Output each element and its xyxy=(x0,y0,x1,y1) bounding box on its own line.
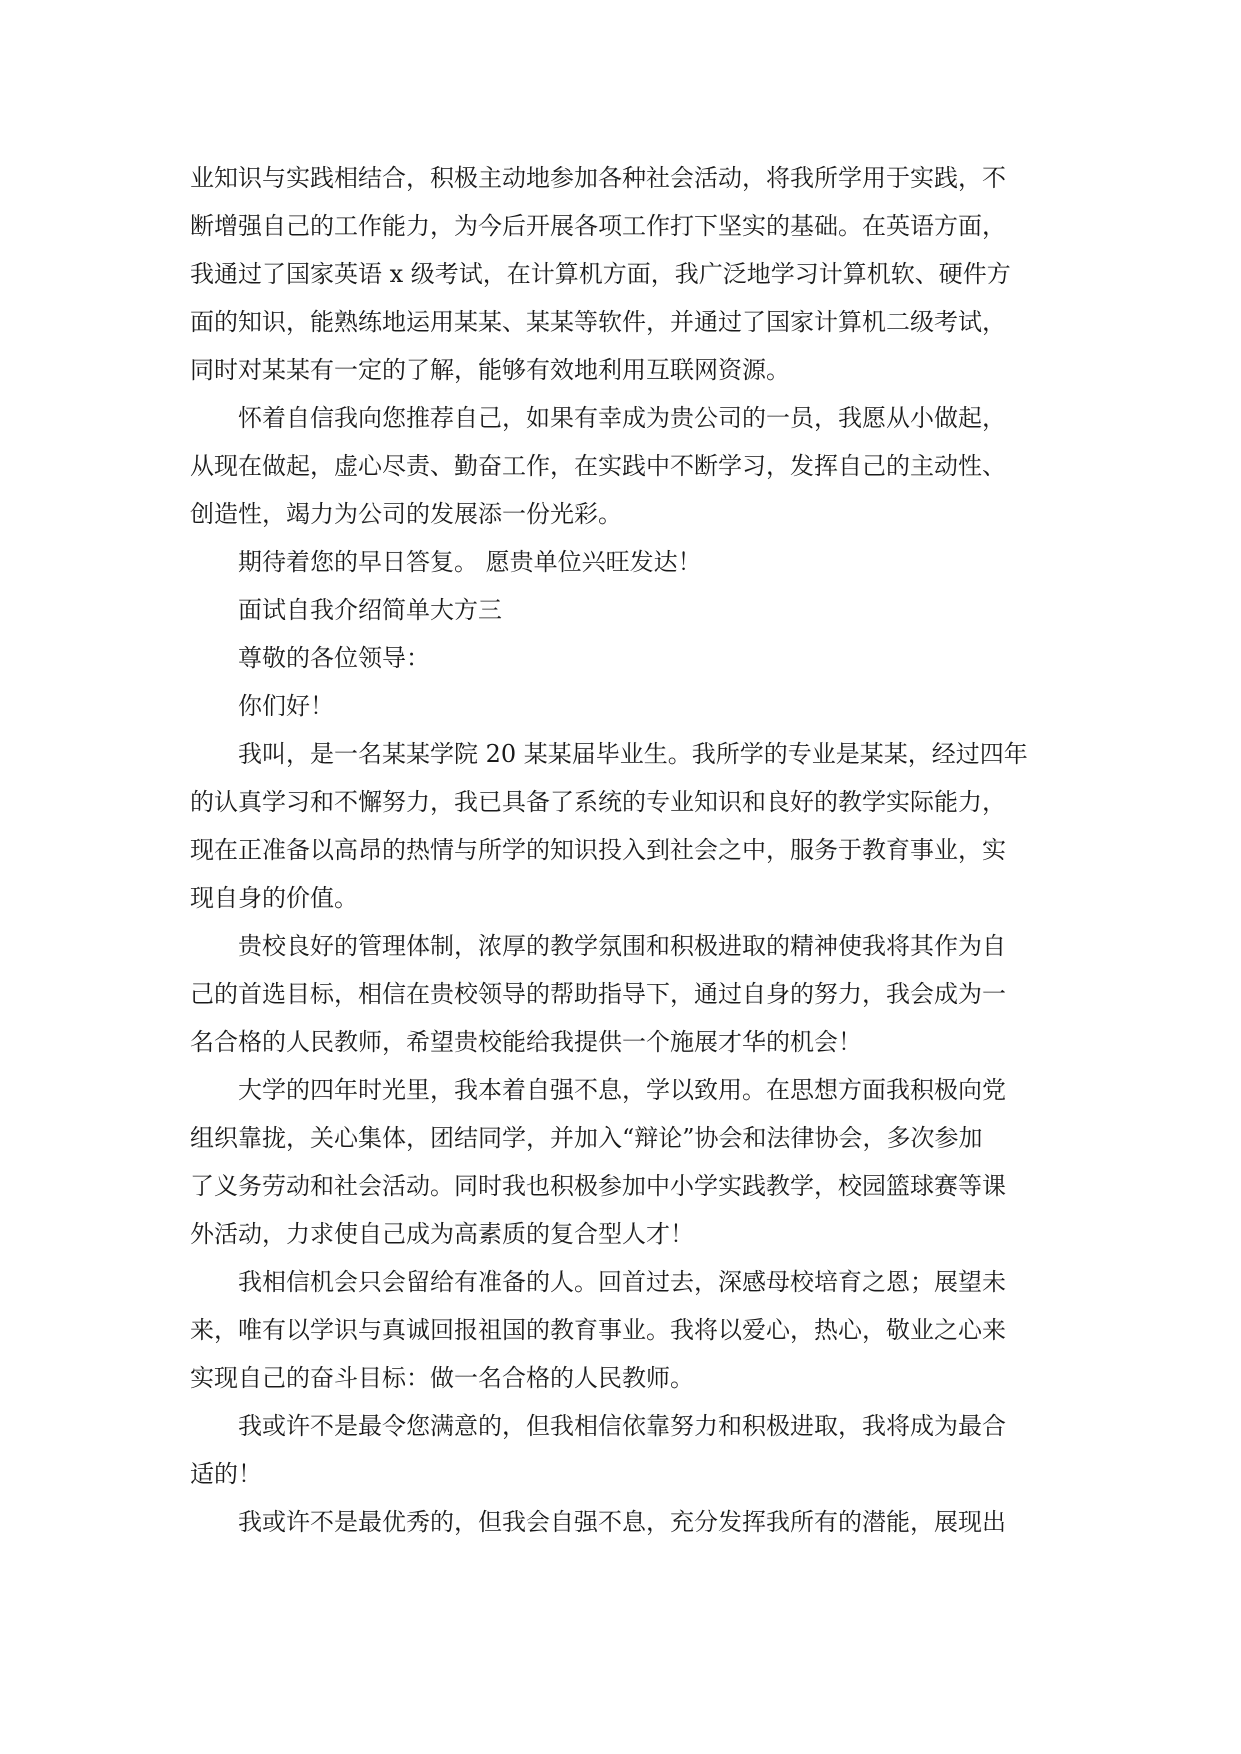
text-line: 从现在做起，虚心尽责、勤奋工作，在实践中不断学习，发挥自己的主动性、 xyxy=(190,452,1006,480)
text-line: 组织靠拢，关心集体，团结同学，并加入“辩论”协会和法律协会，多次参加 xyxy=(190,1124,983,1152)
text-line: 我叫，是一名某某学院 20 某某届毕业生。我所学的专业是某某，经过四年 xyxy=(238,740,1028,768)
document-body xyxy=(190,154,1060,1546)
text-line: 的认真学习和不懈努力，我已具备了系统的专业知识和良好的教学实际能力， xyxy=(190,788,1006,816)
text-line: 现在正准备以高昂的热情与所学的知识投入到社会之中，服务于教育事业，实 xyxy=(190,836,1006,864)
text-line: 我或许不是最令您满意的，但我相信依靠努力和积极进取，我将成为最合 xyxy=(238,1412,1006,1440)
text-line: 名合格的人民教师，希望贵校能给我提供一个施展才华的机会！ xyxy=(190,1028,862,1056)
text-line: 期待着您的早日答复。 愿贵单位兴旺发达！ xyxy=(238,548,702,576)
text-line: 实现自己的奋斗目标：做一名合格的人民教师。 xyxy=(190,1364,694,1392)
text-line: 来，唯有以学识与真诚回报祖国的教育事业。我将以爱心，热心，敬业之心来 xyxy=(190,1316,1006,1344)
text-line: 我通过了国家英语 x 级考试，在计算机方面，我广泛地学习计算机软、硬件方 xyxy=(190,260,1011,288)
text-line: 创造性，竭力为公司的发展添一份光彩。 xyxy=(190,500,622,528)
text-line: 面试自我介绍简单大方三 xyxy=(238,596,502,624)
text-line: 怀着自信我向您推荐自己，如果有幸成为贵公司的一员，我愿从小做起， xyxy=(238,404,1006,432)
text-line: 现自身的价值。 xyxy=(190,884,358,912)
text-line: 我或许不是最优秀的，但我会自强不息，充分发挥我所有的潜能，展现出 xyxy=(238,1508,1006,1536)
text-line: 尊敬的各位领导： xyxy=(238,644,430,672)
text-line: 了义务劳动和社会活动。同时我也积极参加中小学实践教学，校园篮球赛等课 xyxy=(190,1172,1006,1200)
text-line: 面的知识，能熟练地运用某某、某某等软件，并通过了国家计算机二级考试， xyxy=(190,308,1006,336)
text-line: 你们好！ xyxy=(238,692,334,720)
text-line: 业知识与实践相结合，积极主动地参加各种社会活动，将我所学用于实践，不 xyxy=(190,164,1006,192)
text-line: 贵校良好的管理体制，浓厚的教学氛围和积极进取的精神使我将其作为自 xyxy=(238,932,1006,960)
text-line: 大学的四年时光里，我本着自强不息，学以致用。在思想方面我积极向党 xyxy=(238,1076,1006,1104)
text-line: 外活动，力求使自己成为高素质的复合型人才！ xyxy=(190,1220,694,1248)
text-line: 己的首选目标，相信在贵校领导的帮助指导下，通过自身的努力，我会成为一 xyxy=(190,980,1006,1008)
text-line: 同时对某某有一定的了解，能够有效地利用互联网资源。 xyxy=(190,356,790,384)
text-line: 断增强自己的工作能力，为今后开展各项工作打下坚实的基础。在英语方面， xyxy=(190,212,1006,240)
text-line: 适的！ xyxy=(190,1460,262,1488)
text-line: 我相信机会只会留给有准备的人。回首过去，深感母校培育之恩；展望未 xyxy=(238,1268,1006,1296)
